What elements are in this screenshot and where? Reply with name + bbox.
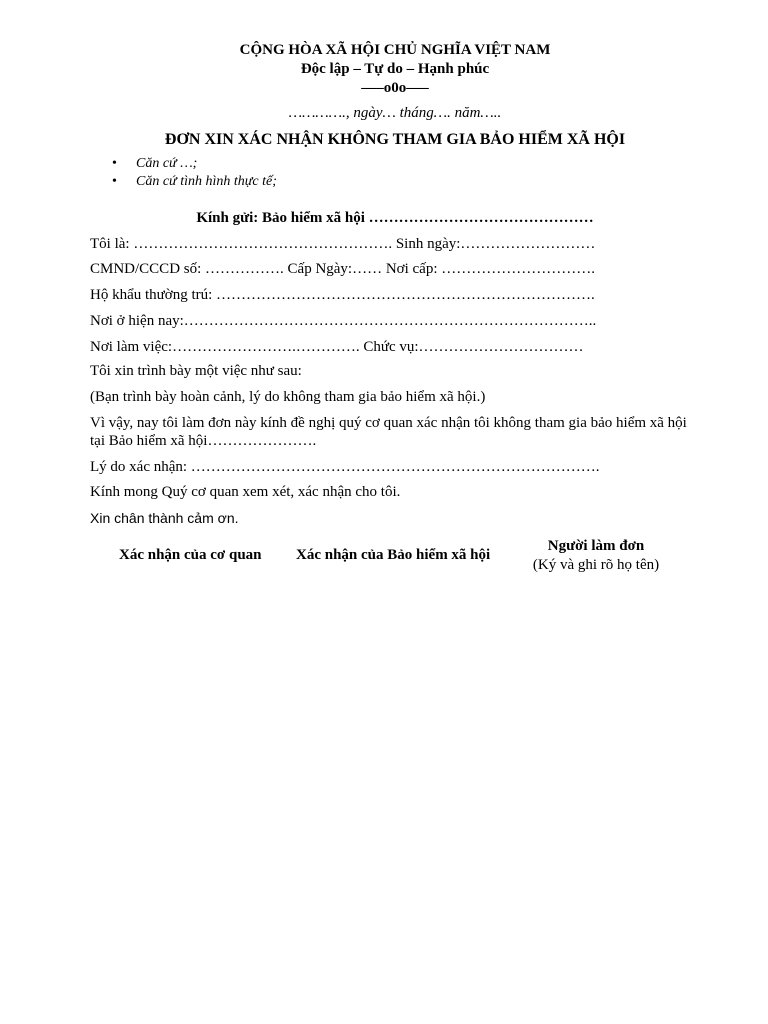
signature-applicant: Người làm đơn	[547, 538, 645, 554]
date-line: …………., ngày… tháng…. năm…..	[288, 105, 502, 121]
field-household: Hộ khẩu thường trú: ………………………………………………………………….	[90, 287, 595, 303]
body-request: Vì vậy, nay tôi làm đơn này kính đề nghị quý cơ quan xác nhận tôi không tham gia bảo hiểm xã hội tại Bảo hiểm xã hội………………….	[90, 415, 687, 449]
field-workplace: Nơi làm việc:…………………….…………. Chức vụ:……………………………	[90, 339, 584, 355]
body-circumstance: (Bạn trình bày hoàn cảnh, lý do không tham gia bảo hiểm xã hội.)	[90, 389, 486, 405]
body-reason: Lý do xác nhận: ……………………………………………………………………….	[90, 459, 600, 475]
field-id: CMND/CCCD số: ……………. Cấp Ngày:…… Nơi cấp: ………………………….	[90, 261, 596, 277]
separator: —–o0o—–	[361, 80, 429, 96]
field-name: Tôi là: ……………………………………………. Sinh ngày:………………………	[90, 236, 596, 252]
signature-agency: Xác nhận của cơ quan	[119, 547, 262, 563]
body-intro: Tôi xin trình bày một việc như sau:	[90, 363, 302, 379]
recipient-line: Kính gửi: Bảo hiểm xã hội ………………………………………	[196, 210, 594, 226]
body-thanks: Xin chân thành cảm ơn.	[90, 510, 239, 526]
body-hope: Kính mong Quý cơ quan xem xét, xác nhận cho tôi.	[90, 484, 401, 500]
country-heading: CỘNG HÒA XÃ HỘI CHỦ NGHĨA VIỆT NAM	[239, 42, 551, 58]
basis-item: • Căn cứ …;	[136, 155, 197, 173]
signature-applicant-note: (Ký và ghi rõ họ tên)	[532, 557, 660, 573]
document-title: ĐƠN XIN XÁC NHẬN KHÔNG THAM GIA BẢO HIỂM XÃ HỘI	[164, 131, 626, 148]
basis-item: • Căn cứ tình hình thực tế;	[136, 173, 277, 191]
signature-insurance: Xác nhận của Bảo hiểm xã hội	[296, 547, 491, 563]
motto: Độc lập – Tự do – Hạnh phúc	[300, 61, 490, 77]
field-residence: Nơi ở hiện nay:………………………………………………………………………..	[90, 313, 597, 329]
